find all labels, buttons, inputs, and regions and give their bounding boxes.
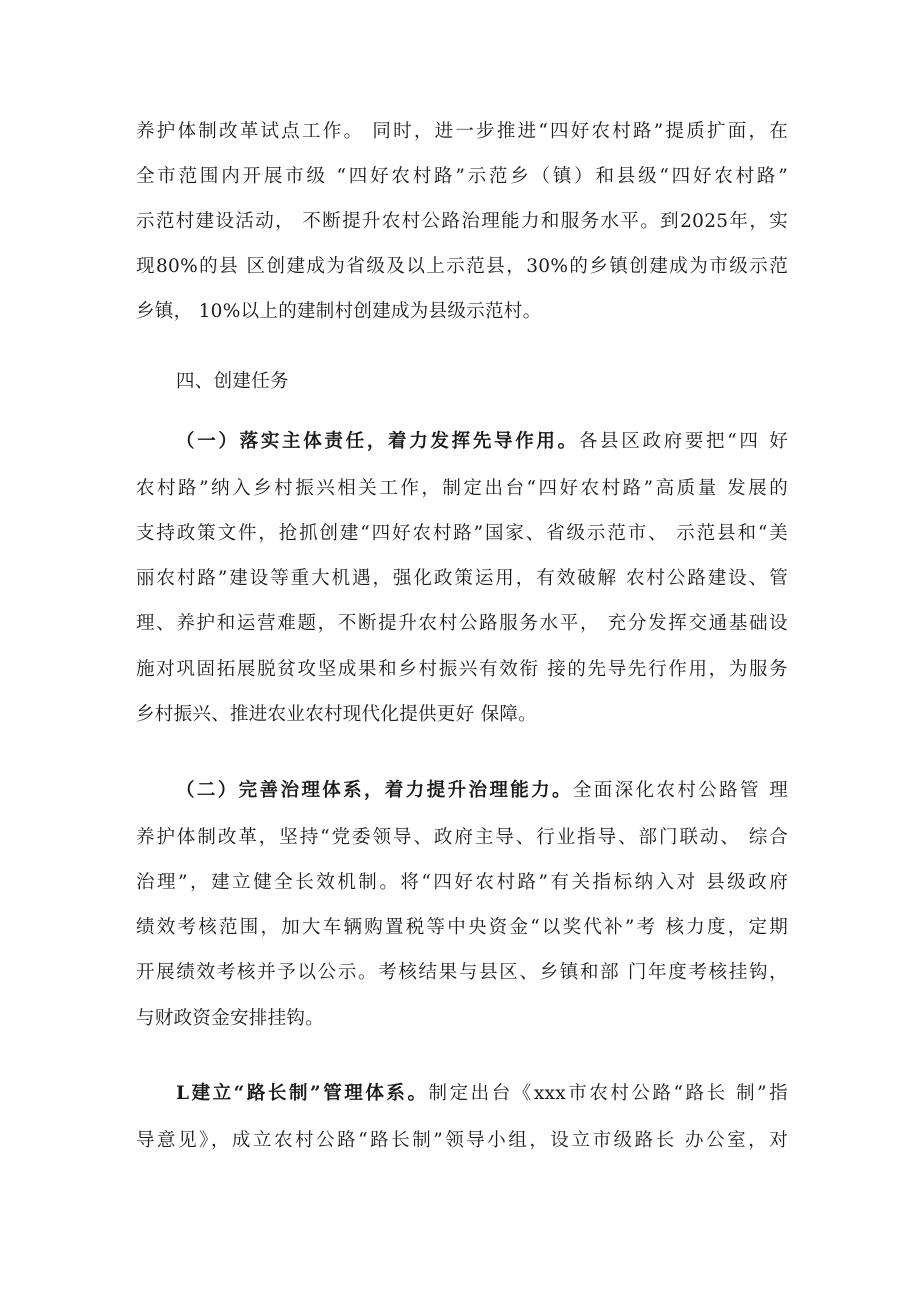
paragraph-first-line [176,427,788,457]
paragraph-first-rest: 制定出台《xxx市农村公路“路长 制”指 [428,1083,788,1104]
paragraph-first-line [176,776,788,806]
paragraph-line: 现80%的县 区创建成为省级及以上示范县，30%的乡镇创建成为市级示范 [136,256,788,277]
paragraph-line: 养护体制改革试点工作。 同时，进一步推进“四好农村路”提质扩面，在 [136,121,788,142]
paragraph-bold-lead: L建立“路长制”管理体系。 [176,1083,429,1104]
paragraph-line: 施对巩固拓展脱贫攻坚成果和乡村振兴有效衔 接的先导先行作用，为服务 [136,659,788,680]
paragraph-line: 理、养护和运营难题，不断提升农村公路服务水平， 充分发挥交通基础设 [136,613,788,634]
paragraph-line: 乡镇， 10%以上的建制村创建成为县级示范村。 [136,301,542,322]
paragraph-line: 与财政资金安排挂钩。 [136,1008,325,1029]
paragraph-line: 治理”，建立健全长效机制。将“四好农村路”有关指标纳入对 县级政府 [136,872,788,893]
paragraph-line: 开展绩效考核并予以公示。考核结果与县区、乡镇和部 门年度考核挂钩， [136,962,788,983]
paragraph-first-rest: 各县区政府要把“四 好 [578,431,789,452]
paragraph-line: 养护体制改革，坚持“党委领导、政府主导、行业指导、部门联动、 综合 [136,827,788,848]
section-heading: 四、创建任务 [176,371,289,392]
paragraph-line: 示范村建设活动， 不断提升农村公路治理能力和服务水平。到2025年，实 [136,211,788,232]
paragraph-line: 丽农村路”建设等重大机遇，强化政策运用，有效破解 农村公路建设、管 [136,568,788,589]
paragraph-bold-lead: （一）落实主体责任，着力发挥先导作用。 [176,431,579,452]
paragraph-line: 乡村振兴、推进农业农村现代化提供更好 保障。 [136,704,537,725]
paragraph-bold-lead: （二）完善治理体系，着力提升治理能力。 [176,780,573,801]
paragraph-first-line [176,1079,788,1109]
paragraph-line: 导意见》，成立农村公路“路长制”领导小组，设立市级路长 办公室，对 [136,1130,788,1151]
paragraph-line: 支持政策文件，抢抓创建“四好农村路”国家、省级示范市、 示范县和“美 [136,523,788,544]
paragraph-line: 全市范围内开展市级 “四好农村路”示范乡（镇）和县级“四好农村路” [136,166,788,187]
paragraph-line: 绩效考核范围，加大车辆购置税等中央资金“以奖代补”考 核力度，定期 [136,917,788,938]
paragraph-line: 农村路”纳入乡村振兴相关工作，制定出台“四好农村路”高质量 发展的 [136,478,788,499]
paragraph-first-rest: 全面深化农村公路管 理 [572,780,789,801]
